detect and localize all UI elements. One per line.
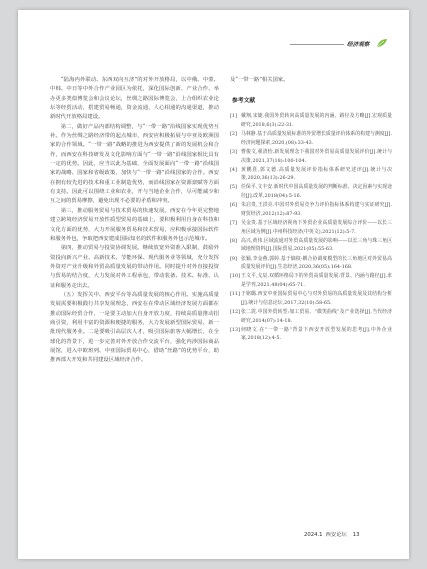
reference-number: [13] <box>230 326 241 333</box>
reference-number: [2] <box>230 131 237 138</box>
reference-item <box>230 201 392 218</box>
reference-item <box>230 326 392 343</box>
reference-item <box>230 308 392 325</box>
reference-text: 戴翔,宋婕.我国外贸转向高质量发展的内涵、路径及方略[J].宏观质量研究,2018,6(3):22-31. <box>241 113 392 128</box>
reference-item <box>230 219 392 236</box>
references-list <box>230 112 392 343</box>
page-footer <box>304 530 360 538</box>
reference-number: [1] <box>230 113 237 120</box>
reference-number: [7] <box>230 220 237 227</box>
issue-number: 2024.1 <box>304 532 323 538</box>
reference-text: 高兴,黄伟.区域流通对外贸高质量发展的影响——以长三角与珠三角区域地理资料[J].国际贸易,2021(05):55-63. <box>241 237 392 253</box>
body-paragraph: 第三，推动服务贸易与技术贸易的快速发展。西安在今年更完整地建立跨境经济贸易开放性质型贸易的基础上，要积极利用自身在科技和文化方面的优势，大力开展服务贸易和技术贸易，应积极承接国际软件和服务外包，争取把西安建成国际知名的软件和服务外包示范城市。 <box>50 207 219 242</box>
body-paragraph: （五）发挥关中、西安平台等高质量发展的核心作用。实施高质量发展需要积极践行共享发展理念，西安在在带动区域经济发展方面都在推动国际经贸合作，一是要主动加大自身开放力度，持续高质量推动招商引资，利用丰富的资源和便捷的服务，大力发展新型国际贸易、新一批现代服务业。二是要吸引高层次人才，吸引国际旅客大幅增长，在全球化的背景下，进一步完善对外开放合作交流平台，强化内涉国际商品展馆，进入中欧班列、中亚国际贸易中心，借助“丝路”的优势平台，助推西部大开发和共同建设区域经济合作。 <box>50 291 219 364</box>
reference-number: [5] <box>230 184 237 191</box>
journal-page <box>18 10 409 559</box>
reference-number: [9] <box>230 255 237 262</box>
reference-number: [6] <box>230 202 237 209</box>
reference-item <box>230 112 392 129</box>
reference-text: 于铭璐.西安中亚国际贸易中心与对外贸易的高质量发展及其结构分析[J].统计与信息论坛,2017,32(10):58-65. <box>241 291 392 306</box>
continued-text: 及“一带一路”相关国家。 <box>230 77 289 83</box>
reference-text: 任保平,文丰安.新时代中国高质量发展的判断标准、决定因素与实现途径[J].改革,2018(04):5-16. <box>241 184 392 200</box>
reference-item <box>230 183 392 200</box>
reference-text: 张颖,李金燕,郭婷.基于熵权-耦合协调度模型的长三角地区对外贸易高质量发展评价[J].生态经济,2020,36(05):164-168. <box>241 255 392 271</box>
reference-item <box>230 130 392 147</box>
body-paragraph: 第四，推动贸易与投资协调发展。继续放宽外资准入限制，鼓励外资投向新兴产业、高新技术、节能环保、现代服务业等领域，充分发挥外资对产业升级和外贸高质量发展的带动作用。同时提升对外直接投资与贸易的结合度，大力发展对外工程承包，带动装备、技术、标准、认证和服务走出去。 <box>50 245 219 289</box>
reference-number: [4] <box>230 166 237 173</box>
right-column <box>230 76 392 344</box>
references-title: 参考文献 <box>232 98 256 105</box>
reference-text: 黄鹏熹,郭文德.高质量发展评价指标体系研究述评[J].统计与决策,2020,36(13):26-29. <box>241 166 392 182</box>
header-rule <box>290 44 344 45</box>
journal-name: 西安论坛 <box>325 532 347 538</box>
reference-item <box>230 237 392 254</box>
reference-item <box>230 148 392 165</box>
reference-number: [10] <box>230 273 241 280</box>
reference-text: 朱启贵,王洪亮.中国对外贸易竞争力评价指标体系构建与实证研究[J].财贸经济,2012(12):87-93. <box>241 202 392 217</box>
body-paragraph: “陆海内外联动、东西双向互济”的对外开放格局，以中俄、中蒙、中韩、中日等中外合作产业园区为依托，深化国际创新、产业合作、举办更多类似博览会和会议论坛，丝绸之路国际博览会，上合组织农业论坛等经贸活动，搭建贸易畅通，资金流通，人心相通的沟通渠道，推动新时代开放格局建设。 <box>50 77 219 121</box>
reference-item <box>230 166 392 183</box>
reference-text: 曹俊文,翟清怡.新发展理念下我国对外贸易高质量发展评价[J].统计与决策,2021,37(18):100-104. <box>241 148 392 164</box>
left-column <box>50 76 219 366</box>
leaf-icon <box>376 38 388 48</box>
section-tag: 经济观察 <box>347 42 370 48</box>
reference-number: [11] <box>230 291 241 298</box>
reference-item <box>230 290 392 307</box>
page-number: 13 <box>352 532 360 538</box>
reference-number: [12] <box>230 308 241 315</box>
reference-text: 吴金贵.基于区域经济视角下外贸企业高质量发展综合评价——以长三角区域为例[J].中州科技经济(中英文),2021(12):5-7. <box>241 220 392 235</box>
reference-item <box>230 255 392 272</box>
reference-text: 王文平,戈辰.双循环格局下的外贸高质量发展:背景、内涵与路径[J].求是学刊,2021,48(04):65-71. <box>241 273 392 288</box>
reference-text: 何晓文.在“一带一路”背景下西安开放型发展的思考[J].中外企业家,2018(12):4-5. <box>241 326 392 342</box>
reference-number: [8] <box>230 237 237 244</box>
reference-item <box>230 272 392 289</box>
reference-text: 张二震.中国外贸转型:加工贸易、“微笑曲线”及产业选择[J].当代经济研究,2014(07):14-18. <box>241 308 392 324</box>
reference-text: 马林静.基于高质量发展标准的外贸增长质量评价体系的构建与测度[J].经济问题探索,2020,(08):33-43. <box>241 131 392 146</box>
body-paragraph: 第二，做好产品内部结构调整，与“一带一路”沿线国家实现优势互补。作为丝绸之路经济带的起点城市，西安应积极拓展与中亚及欧洲国家的合作领域。“一带一路”战略的推进为西安提供了新的发展机会和合作，而西安在科技研发及文化影响方面与“一带一路”沿线国家相比具有一定的优势。因此，应当以此为基础，全面发展面向“一带一路”沿线国家的战略、国家和省级政策，加快与“一带一路”沿线国家的合作。西安在拥有较先进的技术和重工业制造优势，而沿线国家在资源禀赋等方面有支持。因此可以围绕工业和农业，开与当地企业合作，尽可能减少和互之间的贸易摩擦，避免出现不必要的矛盾和冲突。 <box>50 123 219 205</box>
reference-number: [3] <box>230 148 237 155</box>
